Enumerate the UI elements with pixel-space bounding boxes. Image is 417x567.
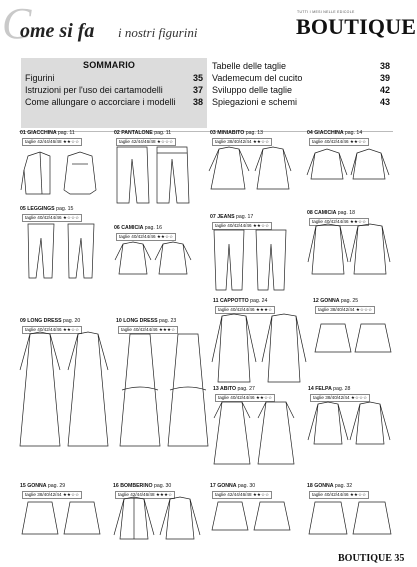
item-title [116,318,176,324]
page-subtitle: i nostri figurini [118,25,198,40]
size-tag [212,491,272,499]
item-page: pag. 25 [340,298,359,304]
page-footer [338,553,404,564]
toc-entry-label[interactable]: Sviluppo delle taglie [212,85,293,95]
item-title [20,318,80,324]
item-number: 15 [20,483,26,489]
difficulty-stars: ★☆☆☆ [62,215,80,220]
page-title: ome si fa [20,20,95,42]
item-title [210,214,253,220]
toc-entry-label[interactable]: Spiegazioni e schemi [212,97,298,107]
item-name: LONG DRESS [27,318,62,324]
difficulty-stars: ★☆☆☆ [355,307,373,312]
item-name: JEANS [217,214,235,220]
size-range: taglie 40/42/44/46 [25,215,62,220]
item-title [307,130,362,136]
toc-entry-label[interactable]: Tabelle delle taglie [212,61,287,71]
toc-entry-page: 37 [192,85,203,95]
item-name: MINIABITO [217,130,245,136]
size-range: taglie 40/42/44/46 [218,395,255,400]
shirt-sketch[interactable] [113,240,193,280]
difficulty-stars: ★☆☆☆ [156,139,174,144]
dress-sketch[interactable] [210,398,300,468]
difficulty-stars: ★★☆☆ [349,492,367,497]
difficulty-stars: ★★☆☆ [252,492,270,497]
item-name: GONNA [314,483,334,489]
jeans-sketch[interactable] [210,228,295,293]
item-name: CAMICIA [314,210,337,216]
item-title [210,483,255,489]
footer-brand: BOUTIQUE [338,553,392,564]
item-page: pag. 29 [47,483,66,489]
page-number: 35 [394,553,405,564]
toc-entry-label[interactable]: Vademecum del cucito [212,73,303,83]
size-range: taglie 38/40/42/44 [215,139,252,144]
size-range: taglie 38/40/42/44 [318,307,355,312]
brand-logo: BOUTIQUE [296,14,417,39]
item-number: 03 [210,130,216,136]
item-number: 13 [213,386,219,392]
brand-tagline: TUTTI I MESI NELLE EDICOLE [297,10,355,14]
pleated-skirt-sketch[interactable] [210,500,295,535]
size-range: taglie 38/40/42/44 [25,492,62,497]
item-name: GONNA [217,483,237,489]
item-number: 17 [210,483,216,489]
item-name: FELPA [315,386,332,392]
item-name: LONG DRESS [123,318,158,324]
size-tag [22,491,82,499]
size-tag [309,491,369,499]
item-number: 14 [308,386,314,392]
toc-entry-page: 35 [192,73,203,83]
size-range: taglie 40/42/44/46 [218,307,255,312]
ruffle-skirt-sketch[interactable] [20,500,105,540]
item-name: GONNA [27,483,47,489]
toc-entry-page: 43 [379,97,390,107]
item-title [20,206,73,212]
item-title [210,130,263,136]
size-range: taglie 40/42/44/46 [215,223,252,228]
item-name: CAPPOTTO [219,298,249,304]
size-range: taglie 40/42/44/46 [312,492,349,497]
item-number: 16 [113,483,119,489]
item-page: pag. 30 [237,483,256,489]
item-page: pag. 11 [154,130,172,136]
bomber-jacket-sketch[interactable] [112,495,204,543]
sommario-box [21,58,207,128]
item-name: LEGGINGS [27,206,55,212]
item-number: 01 [20,130,26,136]
item-number: 11 [213,298,219,304]
long-dress-sketch[interactable] [16,330,112,450]
item-page: pag. 27 [237,386,255,392]
jacket-sketch[interactable] [20,150,100,200]
toc-entry-page: 39 [379,73,390,83]
item-name: GONNA [320,298,340,304]
item-number: 10 [116,318,122,324]
item-page: pag. 15 [56,206,74,212]
item-page: pag. 24 [250,298,268,304]
difficulty-stars: ★★☆☆ [349,219,367,224]
item-page: pag. 16 [144,225,162,231]
size-range: taglie 42/44/46/48 [118,492,155,497]
item-page: pag. 30 [153,483,172,489]
size-tag [22,214,82,222]
item-page: pag. 23 [159,318,177,324]
item-name: CAMICIA [121,225,144,231]
item-title [213,298,267,304]
sweatshirt-sketch[interactable] [306,400,394,448]
size-range: taglie 40/42/44/46 [312,219,349,224]
item-title [313,298,358,304]
item-name: GIACCHINA [27,130,57,136]
toc-entry-page: 38 [379,61,390,71]
mini-dress-sketch[interactable] [205,145,295,200]
item-number: 04 [307,130,313,136]
wrap-shirt-sketch[interactable] [306,222,394,280]
coat-sketch[interactable] [210,312,310,387]
item-number: 02 [114,130,120,136]
difficulty-stars: ★★☆☆ [156,234,174,239]
size-tag [315,306,375,314]
leggings-sketch[interactable] [20,222,105,282]
difficulty-stars: ★★☆☆ [349,139,367,144]
difficulty-stars: ★★☆☆ [62,139,80,144]
sommario-right-column [208,58,392,128]
item-title [307,210,355,216]
toc-entry-page: 38 [192,97,203,107]
difficulty-stars: ★★☆☆ [252,223,270,228]
item-title [114,225,162,231]
toc-entry-page: 42 [379,85,390,95]
item-number: 18 [307,483,313,489]
item-page: pag. 13 [245,130,263,136]
item-page: pag. 11 [57,130,75,136]
size-range: taglie 38/40/42/44 [313,395,350,400]
item-number: 08 [307,210,313,216]
item-name: GIACCHINA [314,130,344,136]
item-title [308,386,350,392]
item-page: pag. 18 [337,210,355,216]
item-title [114,130,171,136]
size-range: taglie 40/42/44/46 [312,139,349,144]
difficulty-stars: ★☆☆☆ [350,395,368,400]
item-name: PANTALONE [121,130,153,136]
item-number: 09 [20,318,26,324]
item-title [20,130,75,136]
pleated-skirt-sketch[interactable] [307,500,395,540]
size-range: taglie 40/42/44/46 [25,327,62,332]
item-page: pag. 17 [236,214,254,220]
item-number: 07 [210,214,216,220]
item-page: pag. 20 [63,318,81,324]
size-range: taglie 42/44/46/48 [119,139,156,144]
sommario-heading: SOMMARIO [83,60,136,70]
toc-entry-label[interactable]: Come allungare o accorciare i modelli [25,97,176,107]
flared-skirt-sketch[interactable] [313,322,395,357]
item-name: ABITO [220,386,237,392]
item-title [20,483,65,489]
item-page: pag. 32 [334,483,353,489]
difficulty-stars: ★★☆☆ [255,395,273,400]
toc-entry-label[interactable]: Figurini [25,73,55,83]
size-range: taglie 42/44/46/48 [215,492,252,497]
item-title [307,483,352,489]
size-range: taglie 40/42/44/46 [119,234,156,239]
size-tag [22,138,82,146]
item-page: pag. 28 [333,386,351,392]
difficulty-stars: ★★☆☆ [62,327,80,332]
trousers-sketch[interactable] [113,145,193,205]
difficulty-stars: ★★☆☆ [252,139,270,144]
difficulty-stars: ★★☆☆ [62,492,80,497]
size-range: taglie 40/42/44/46 [121,327,158,332]
size-range: taglie 42/44/46/48 [25,139,62,144]
short-jacket-sketch[interactable] [305,145,395,195]
item-name: BOMBERINO [120,483,153,489]
item-page: pag. 14 [344,130,363,136]
item-title [113,483,171,489]
difficulty-stars: ★★★☆ [158,327,176,332]
item-number: 06 [114,225,120,231]
item-number: 12 [313,298,319,304]
toc-entry-label[interactable]: Istruzioni per l'uso dei cartamodelli [25,85,163,95]
difficulty-stars: ★★★☆ [155,492,173,497]
difficulty-stars: ★★★☆ [255,307,273,312]
item-number: 05 [20,206,26,212]
lace-long-dress-sketch[interactable] [116,330,212,450]
title-initial-letter: C [2,0,32,48]
